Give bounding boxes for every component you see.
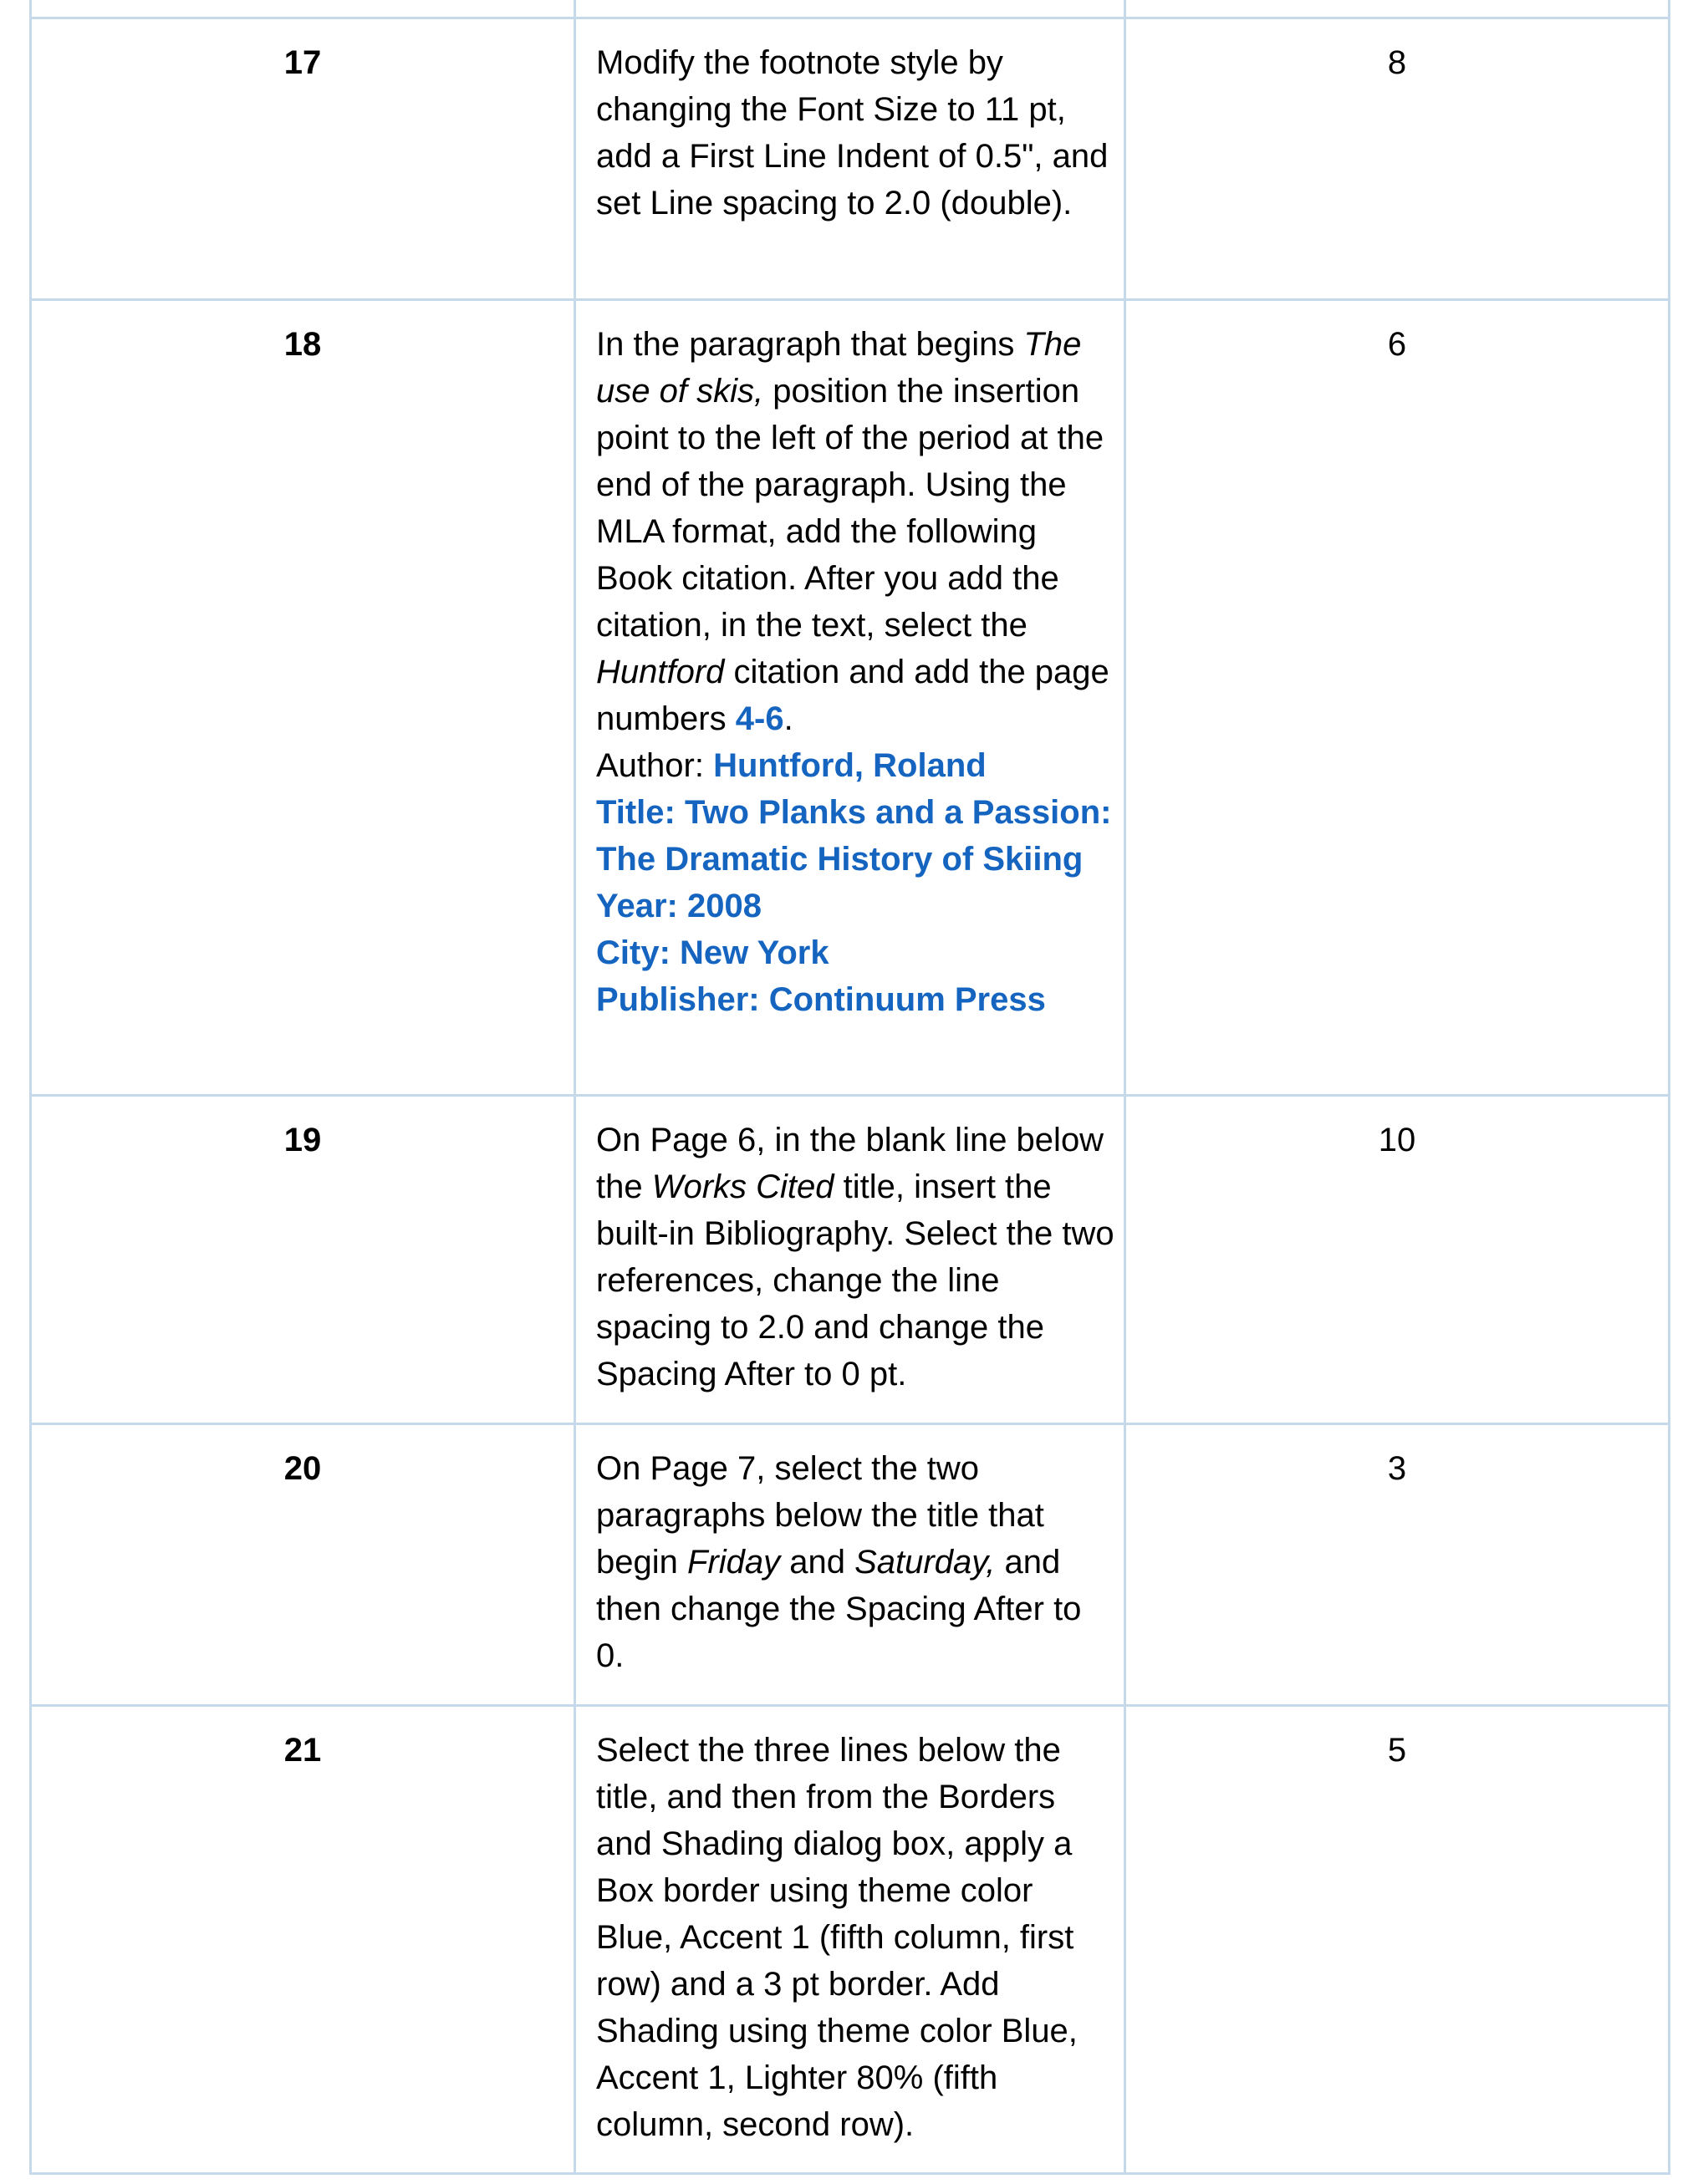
citation-field: City: New York bbox=[596, 934, 829, 971]
step-number: 19 bbox=[31, 1096, 575, 1424]
italic-reference: Saturday, bbox=[854, 1544, 996, 1581]
step-number: 20 bbox=[31, 1424, 575, 1706]
highlighted-value: Huntford, Roland bbox=[713, 747, 987, 784]
step-description bbox=[575, 18, 1125, 300]
table-row bbox=[31, 18, 1670, 300]
instruction-text: Author: bbox=[596, 747, 714, 784]
top-stub-cell bbox=[575, 0, 1125, 18]
italic-reference: Works Cited bbox=[651, 1168, 834, 1205]
step-points: 5 bbox=[1125, 1706, 1670, 2174]
citation-field: Publisher: Continuum Press bbox=[596, 981, 1046, 1018]
step-points: 3 bbox=[1125, 1424, 1670, 1706]
italic-reference: Friday bbox=[686, 1544, 781, 1581]
instruction-text: On Page 6, in the blank line below the bbox=[596, 1122, 1104, 1205]
step-number: 21 bbox=[31, 1706, 575, 2174]
citation-field: Year: 2008 bbox=[596, 888, 762, 924]
table-row bbox=[31, 300, 1670, 1096]
step-number: 17 bbox=[31, 18, 575, 300]
table-row bbox=[31, 1424, 1670, 1706]
top-stub-cell bbox=[1125, 0, 1670, 18]
instruction-text: Modify the footnote style by changing the Font Size to 11 pt, add a First Line Indent of 0.5", and set Line spacing to 2.0 (double). bbox=[596, 44, 1109, 221]
table-body bbox=[31, 18, 1670, 2174]
instruction-text: . bbox=[783, 700, 793, 737]
table-row-top-stub bbox=[31, 0, 1670, 18]
instruction-text: title, insert the built-in Bibliography. Select the two references, change the line spacing to 2.0 and change the Spacing After to 0 pt. bbox=[596, 1168, 1114, 1392]
top-stub-cell bbox=[31, 0, 575, 18]
steps-table bbox=[29, 0, 1670, 2175]
step-points: 6 bbox=[1125, 300, 1670, 1096]
step-description bbox=[575, 1096, 1125, 1424]
instruction-text: and then change the Spacing After to 0. bbox=[596, 1544, 1082, 1674]
instruction-text: Select the three lines below the title, and then from the Borders and Shading dialog box, apply a Box border using theme color Blue, Accent 1 (fifth column, first row) and a 3 pt border. Add Shading using theme color Blue, Accent 1, Lighter 80% (fifth column, second row). bbox=[596, 1732, 1078, 2143]
highlighted-value: 4-6 bbox=[735, 700, 784, 737]
table-row bbox=[31, 1706, 1670, 2174]
instruction-text: citation and add the page numbers bbox=[596, 654, 1109, 737]
citation-field: Title: Two Planks and a Passion: The Dramatic History of Skiing bbox=[596, 794, 1112, 878]
step-description bbox=[575, 1706, 1125, 2174]
instruction-text: position the insertion point to the left of the period at the end of the paragraph. Using the MLA format, add the following Book citation. After you add the citation, in the text, select the bbox=[596, 373, 1104, 644]
step-number: 18 bbox=[31, 300, 575, 1096]
table-row bbox=[31, 1096, 1670, 1424]
step-description bbox=[575, 300, 1125, 1096]
step-points: 8 bbox=[1125, 18, 1670, 300]
instruction-text: On Page 7, select the two paragraphs below the title that begin bbox=[596, 1450, 1044, 1581]
step-points: 10 bbox=[1125, 1096, 1670, 1424]
instruction-text: and bbox=[780, 1544, 855, 1581]
instruction-text: In the paragraph that begins bbox=[596, 326, 1024, 363]
italic-reference: The use of skis, bbox=[596, 326, 1082, 410]
step-description bbox=[575, 1424, 1125, 1706]
italic-reference: Huntford bbox=[596, 654, 725, 690]
